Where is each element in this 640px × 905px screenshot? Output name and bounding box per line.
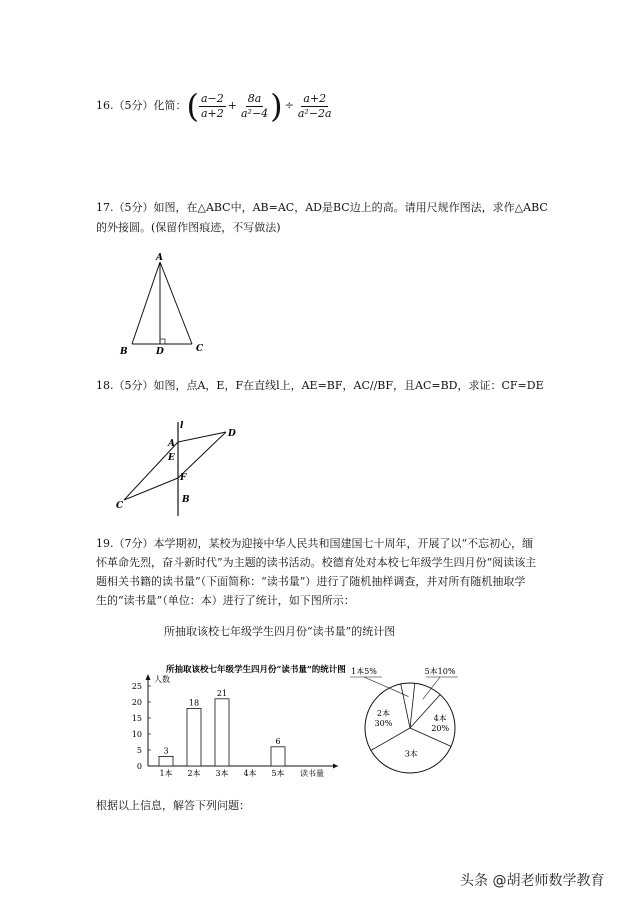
pie-slice-label: 2本: [376, 708, 390, 718]
category-label: 5本: [271, 769, 285, 778]
chart-title: 所抽取该校七年级学生四月份“读书量”的统计图: [166, 665, 346, 675]
question-16: [96, 86, 396, 126]
y-tick-label: 10: [131, 730, 142, 739]
line-figure: [110, 418, 250, 518]
question-19-line-1: 19.（7分）本学期初，某校为迎接中华人民共和国建国七十周年，开展了以“不忘初心，缅: [96, 537, 534, 550]
label-b: B: [182, 495, 190, 505]
bar: [215, 699, 229, 766]
y-tick-label: 5: [136, 746, 142, 755]
bar: [271, 747, 285, 766]
label-l: l: [180, 421, 184, 431]
bar: [187, 708, 201, 766]
fraction-2: $\frac{8a}{\text{a²−4}}$: [240, 91, 269, 120]
plus-sign: +: [227, 99, 237, 112]
label-a: A: [156, 253, 163, 263]
label-d: D: [228, 429, 236, 439]
bar-value-label: 18: [188, 698, 200, 708]
y-tick-label: 0: [136, 762, 142, 771]
y-tick-label: 20: [131, 698, 142, 707]
pie-slice-label: 3本: [404, 749, 418, 759]
pie-chart: [350, 666, 458, 773]
question-19-line-2: 怀革命先烈，奋斗新时代”为主题的读书活动。校德育处对本校七年级学生四月份“阅读该主: [96, 556, 537, 569]
fraction-1: $\frac{a-2}{a+2}$: [200, 91, 224, 120]
category-label: 2本: [187, 769, 201, 778]
pie-callout-label: 1本5%: [351, 667, 377, 676]
bar-value-label: 3: [163, 746, 169, 756]
question-19-text: [96, 534, 556, 610]
x-axis-label: 读书量: [300, 769, 324, 778]
label-d: D: [156, 347, 164, 357]
bar: [159, 756, 173, 766]
triangle-abc-figure: [110, 250, 220, 360]
question-17-text: [96, 198, 556, 238]
question-18-text: [96, 376, 556, 396]
category-label: 4本: [243, 769, 257, 778]
question-19-line-3: 题相关书籍的读书量”（下面简称：“读书量”）进行了随机抽样调查，并对所有随机抽取学: [96, 575, 526, 588]
watermark: 头条 @胡老师数学教育: [460, 873, 605, 889]
x-axis-arrow: [333, 764, 338, 769]
label-b: B: [120, 347, 128, 357]
pie-callout-label: 5本10%: [424, 667, 456, 676]
question-19-footer: 根据以上信息，解答下列问题：: [96, 799, 250, 812]
fraction-3: $\frac{a+2}{\text{a²−2a}}$: [297, 91, 332, 120]
label-f: F: [180, 473, 187, 483]
label-c: C: [116, 501, 124, 511]
y-axis-arrow: [146, 674, 151, 680]
question-17-line-2: 的外接圆。(保留作图痕迹，不写做法): [96, 221, 281, 234]
bar-chart: [132, 674, 338, 778]
category-label: 1本: [159, 769, 173, 778]
question-18-line-1: 18.（5分）如图，点A，E，F在直线l上，AE=BF，AC//BF，且AC=BD，求证：CF=DE: [96, 379, 544, 392]
question-17-line-1: 17.（5分）如图，在△ABC中，AB=AC，AD是BC边上的高。请用尺规作图法，求作△ABC: [96, 201, 548, 214]
divide-sign: ÷: [284, 99, 294, 112]
label-a: A: [168, 439, 175, 449]
y-tick-label: 25: [131, 682, 142, 691]
category-label: 3本: [215, 769, 229, 778]
statistics-figure: [100, 660, 480, 780]
label-e: E: [168, 453, 175, 463]
question-16-label: 16.（5分）化简：: [96, 99, 187, 112]
question-19-line-4: 生的“读书量”（单位：本）进行了统计，如下图所示：: [96, 594, 355, 607]
y-tick-label: 15: [131, 714, 142, 723]
pie-slice-label: 4本: [433, 713, 447, 723]
pie-slice-percent: 30%: [374, 718, 393, 728]
bar-value-label: 6: [275, 736, 281, 746]
label-c: C: [196, 344, 204, 354]
y-axis-label: 人数: [154, 675, 170, 684]
right-paren: ): [270, 87, 283, 125]
left-paren: (: [186, 87, 199, 125]
bar-value-label: 21: [216, 688, 228, 698]
chart-caption: 所抽取该校七年级学生四月份“读书量”的统计图: [164, 625, 396, 638]
pie-slice-percent: 20%: [431, 723, 450, 733]
